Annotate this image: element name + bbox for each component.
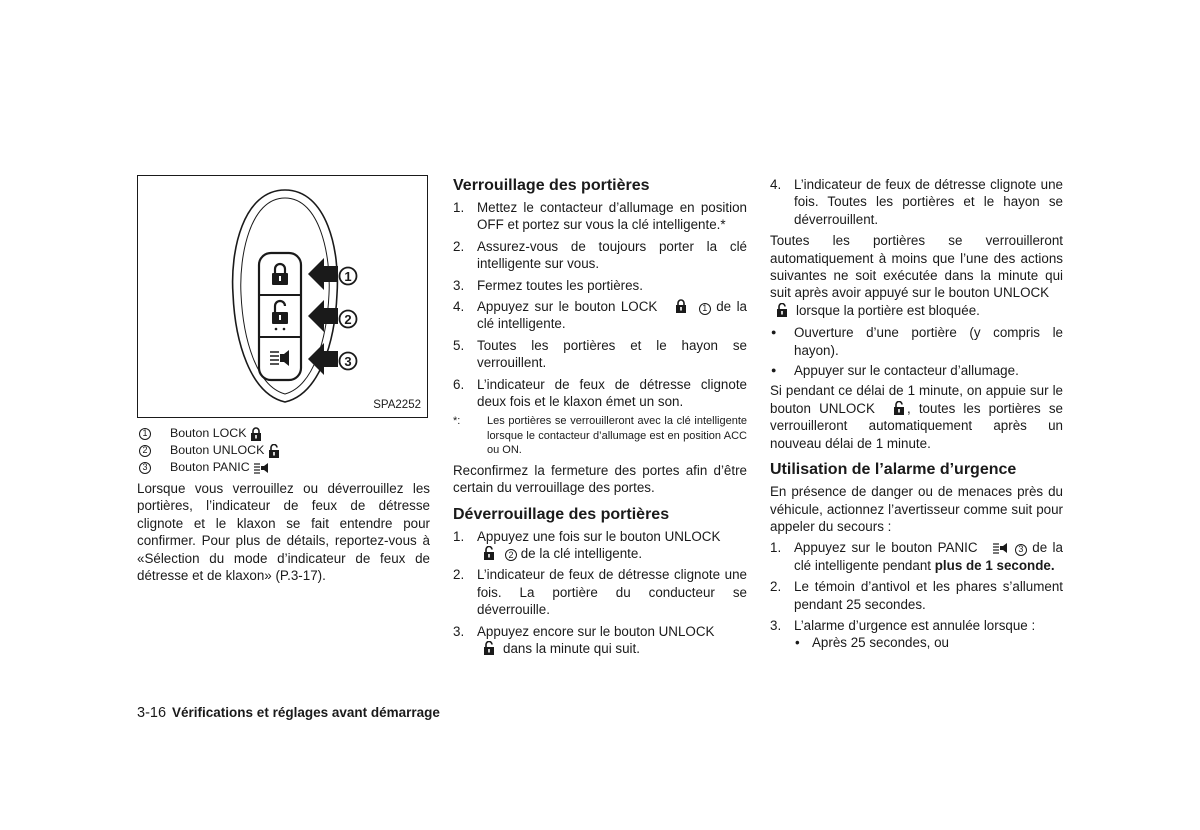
list-item: 3. L’alarme d’urgence est annulée lorsque : • Après 25 secondes, ou bbox=[770, 617, 1063, 652]
key-fob-figure bbox=[137, 175, 428, 418]
figure-legend bbox=[139, 425, 432, 476]
exception-list bbox=[770, 324, 1063, 379]
unlock-icon bbox=[483, 641, 495, 655]
section-heading-lock: Verrouillage des portières bbox=[453, 177, 650, 194]
unlock-icon bbox=[893, 401, 905, 415]
list-item: ● Ouverture d’une portière (y compris le hayon). bbox=[770, 324, 1063, 359]
legend-number: 1 bbox=[139, 428, 151, 440]
key-fob-illustration bbox=[138, 176, 426, 416]
panic-steps bbox=[770, 539, 1063, 651]
callout-number: 1 bbox=[699, 303, 711, 315]
list-item: 2. Le témoin d’antivol et les phares s’allument pendant 25 secondes. bbox=[770, 579, 1063, 612]
fob-unlock-icon bbox=[272, 301, 288, 330]
list-item: 4. Appuyez sur le bouton LOCK 1 de la clé intelligente. bbox=[453, 299, 747, 332]
callout-3: 3 bbox=[344, 354, 352, 369]
unlock-icon bbox=[483, 546, 495, 560]
unlock-icon bbox=[268, 444, 280, 458]
fob-lock-icon bbox=[272, 264, 288, 285]
callout-number: 3 bbox=[1015, 544, 1027, 556]
arrow-1 bbox=[308, 258, 338, 290]
list-item: ● Appuyer sur le contacteur d’allumage. bbox=[770, 362, 1063, 379]
chapter-title: Vérifications et réglages avant démarrage bbox=[172, 705, 440, 720]
panic-icon bbox=[993, 542, 1007, 554]
intro-paragraph: Lorsque vous verrouillez ou déverrouillez les portières, l’indicateur de feux de détresse clignote et le klaxon se fait entendre pour confirmer. Pour plus de détails, reportez-vous à «Sélection du mode d’indicateur de feux de détresse et de klaxon» (P.3-17). bbox=[137, 481, 430, 584]
legend-label: Bouton PANIC bbox=[170, 460, 250, 474]
page-number: 3-16 bbox=[137, 705, 167, 721]
legend-label: Bouton LOCK bbox=[170, 426, 247, 440]
confirm-paragraph: Reconfirmez la fermeture des portes afin d’être certain du verrouillage des portes. bbox=[453, 462, 747, 496]
legend-item bbox=[139, 459, 432, 476]
page-footer bbox=[137, 704, 440, 722]
callout-1: 1 bbox=[344, 269, 352, 284]
unlock-steps-continued bbox=[770, 176, 1063, 228]
arrow-3 bbox=[308, 343, 338, 375]
callout-number: 2 bbox=[505, 549, 517, 561]
lock-steps bbox=[453, 199, 747, 410]
sub-bullet: • Après 25 secondes, ou bbox=[770, 634, 1063, 651]
list-item: 4. L’indicateur de feux de détresse clignote une fois. Toutes les portières et le hayon se déverrouillent. bbox=[770, 177, 1063, 227]
unlock-steps bbox=[453, 528, 747, 658]
lock-icon bbox=[250, 427, 262, 441]
unlock-icon bbox=[776, 303, 788, 317]
panic-intro: En présence de danger ou de menaces près du véhicule, actionnez l’avertisseur comme suit pour appeler du secours : bbox=[770, 484, 1063, 534]
list-item: 2. Assurez-vous de toujours porter la clé intelligente sur vous. bbox=[453, 238, 747, 272]
legend-number: 3 bbox=[139, 462, 151, 474]
list-item: 1. Appuyez sur le bouton PANIC 3 de la clé intelligente pendant plus de 1 seconde. bbox=[770, 540, 1063, 573]
legend-item bbox=[139, 425, 432, 442]
section-heading-panic: Utilisation de l’alarme d’urgence bbox=[770, 461, 1017, 479]
list-item: 3. Fermez toutes les portières. bbox=[453, 277, 643, 293]
lock-icon bbox=[675, 299, 687, 313]
figure-code: SPA2252 bbox=[373, 398, 421, 411]
list-item: 5. Toutes les portières et le hayon se verrouillent. bbox=[453, 337, 747, 371]
section-heading-unlock: Déverrouillage des portières bbox=[453, 505, 670, 523]
footnote: *: Les portières se verrouilleront avec la clé intelligente lorsque le contacteur d’allumage est en position ACC ou ON. bbox=[453, 415, 747, 457]
panic-icon bbox=[254, 462, 268, 474]
list-item: 3. Appuyez encore sur le bouton UNLOCK dans la minute qui suit. bbox=[453, 623, 715, 656]
legend-number: 2 bbox=[139, 445, 151, 457]
legend-label: Bouton UNLOCK bbox=[170, 443, 265, 457]
relock-paragraph: Si pendant ce délai de 1 minute, on appuie sur le bouton UNLOCK , toutes les portières se verrouilleront automatiquement après un nouveau délai de 1 minute. bbox=[770, 383, 1063, 451]
callout-2: 2 bbox=[344, 312, 352, 327]
legend-item bbox=[139, 442, 432, 459]
auto-lock-paragraph: Toutes les portières se verrouilleront automatiquement à moins que l’une des actions suivantes ne soit exécutée dans la minute qui suit après avoir appuyé sur le bouton UNLOCK lorsque la portière est bloquée. bbox=[770, 233, 1063, 318]
fob-panic-icon bbox=[270, 350, 289, 366]
list-item: 1. Mettez le contacteur d’allumage en position OFF et portez sur vous la clé intelligente.* bbox=[453, 200, 747, 233]
list-item: 2. L’indicateur de feux de détresse clignote une fois. La portière du conducteur se déverrouille. bbox=[453, 567, 747, 618]
list-item: 6. L’indicateur de feux de détresse clignote deux fois et le klaxon émet un son. bbox=[453, 376, 747, 410]
list-item: 1. Appuyez une fois sur le bouton UNLOCK 2 de la clé intelligente. bbox=[453, 528, 721, 561]
